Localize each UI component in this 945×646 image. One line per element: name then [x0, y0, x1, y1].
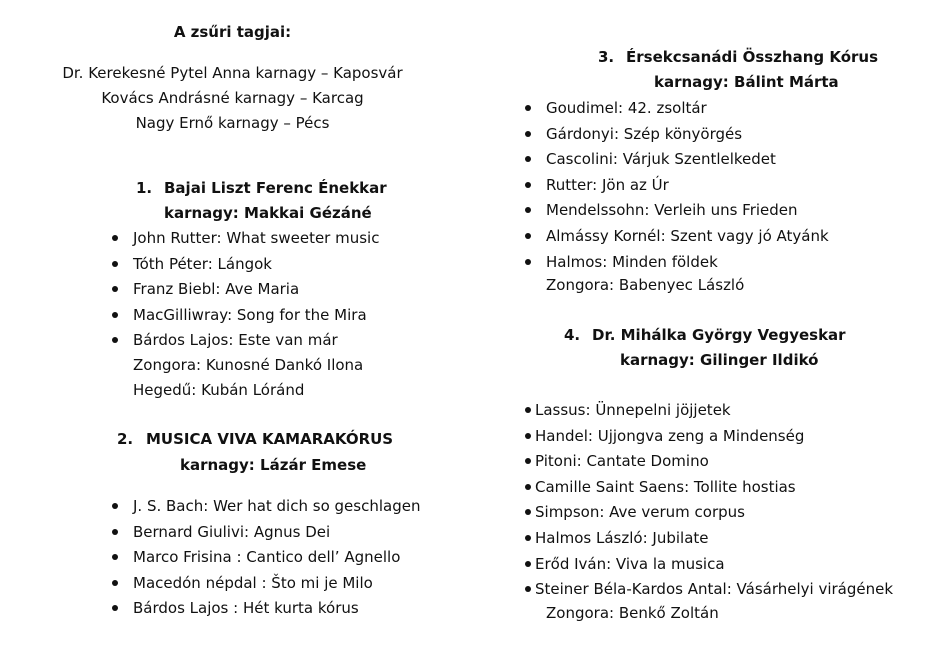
piece-title: Camille Saint Saens: Tollite hostias	[535, 477, 796, 496]
choir-name: MUSICA VIVA KAMARAKÓRUS	[146, 430, 394, 448]
choir-name: Érsekcsanádi Összhang Kórus	[626, 48, 879, 66]
piece-title: MacGilliwray: Song for the Mira	[133, 305, 367, 324]
bullet-icon	[112, 529, 118, 535]
piece-title: Cascolini: Várjuk Szentlelkedet	[546, 150, 776, 169]
choir-conductor: karnagy: Lázár Emese	[180, 456, 367, 474]
piece-title: Bárdos Lajos: Este van már	[133, 331, 338, 350]
bullet-icon	[525, 156, 531, 162]
piece-title: Halmos László: Jubilate	[535, 528, 709, 547]
piece-title: Tóth Péter: Lángok	[133, 254, 272, 273]
bullet-icon	[112, 337, 118, 343]
bullet-icon	[525, 433, 531, 439]
accompanist-line: Zongora: Kunosné Dankó Ilona	[133, 356, 364, 374]
bullet-icon	[112, 580, 118, 586]
bullet-icon	[525, 182, 531, 188]
piece-title: Bárdos Lajos : Hét kurta kórus	[133, 599, 359, 618]
piece-title: Rutter: Jön az Úr	[546, 175, 669, 194]
bullet-icon	[525, 509, 531, 515]
bullet-icon	[525, 207, 531, 213]
piece-title: Goudimel: 42. zsoltár	[546, 99, 707, 117]
piece-title: Bernard Giulivi: Agnus Dei	[133, 522, 331, 541]
bullet-icon	[525, 131, 531, 137]
piece-title: J. S. Bach: Wer hat dich so geschlagen	[133, 497, 421, 515]
piece-title: Almássy Kornél: Szent vagy jó Atyánk	[546, 226, 829, 245]
bullet-icon	[525, 458, 531, 464]
bullet-icon	[525, 586, 531, 592]
jury-member: Kovács Andrásné karnagy – Karcag	[101, 89, 364, 107]
choir-name: Bajai Liszt Ferenc Énekkar	[164, 179, 387, 197]
piece-title: Gárdonyi: Szép könyörgés	[546, 124, 743, 143]
piece-title: Erőd Iván: Viva la musica	[535, 554, 725, 573]
choir-conductor: karnagy: Gilinger Ildikó	[620, 351, 819, 369]
bullet-icon	[112, 235, 118, 241]
bullet-icon	[112, 503, 118, 509]
bullet-icon	[525, 484, 531, 490]
piece-title: Lassus: Ünnepelni jöjjetek	[535, 401, 731, 419]
piece-title: Pitoni: Cantate Domino	[535, 452, 709, 471]
jury-member: Nagy Ernő karnagy – Pécs	[135, 114, 330, 132]
piece-title: Marco Frisina : Cantico dell’ Agnello	[133, 548, 401, 567]
choir-conductor: karnagy: Makkai Gézáné	[164, 204, 372, 222]
piece-title: Halmos: Minden földek	[546, 252, 718, 271]
choir-number: 1.	[136, 179, 153, 197]
bullet-icon	[112, 554, 118, 560]
jury-member: Dr. Kerekesné Pytel Anna karnagy – Kaposvár	[62, 64, 403, 82]
piece-title: Macedón népdal : Što mi je Milo	[133, 573, 373, 592]
jury-heading: A zsűri tagjai:	[173, 23, 292, 41]
choir-name: Dr. Mihálka György Vegyeskar	[592, 326, 846, 344]
piece-title: Mendelssohn: Verleih uns Frieden	[546, 201, 798, 220]
accompanist-line: Zongora: Babenyec László	[546, 276, 745, 294]
bullet-icon	[112, 312, 118, 318]
bullet-icon	[525, 407, 531, 413]
choir-conductor: karnagy: Bálint Márta	[654, 73, 839, 91]
bullet-icon	[525, 233, 531, 239]
choir-number: 2.	[117, 430, 134, 448]
bullet-icon	[525, 259, 531, 265]
accompanist-line: Zongora: Benkő Zoltán	[546, 604, 719, 622]
bullet-icon	[112, 286, 118, 292]
piece-title: Handel: Ujjongva zeng a Mindenség	[535, 426, 805, 445]
piece-title: Steiner Béla-Kardos Antal: Vásárhelyi virágének	[535, 580, 894, 599]
piece-title: Franz Biebl: Ave Maria	[133, 280, 300, 299]
bullet-icon	[525, 561, 531, 567]
accompanist-line: Hegedű: Kubán Lóránd	[133, 381, 305, 399]
choir-number: 4.	[564, 326, 581, 344]
piece-title: John Rutter: What sweeter music	[133, 229, 380, 247]
bullet-icon	[525, 105, 531, 111]
bullet-icon	[112, 605, 118, 611]
bullet-icon	[112, 261, 118, 267]
bullet-icon	[525, 535, 531, 541]
piece-title: Simpson: Ave verum corpus	[535, 503, 745, 522]
choir-number: 3.	[598, 48, 615, 66]
